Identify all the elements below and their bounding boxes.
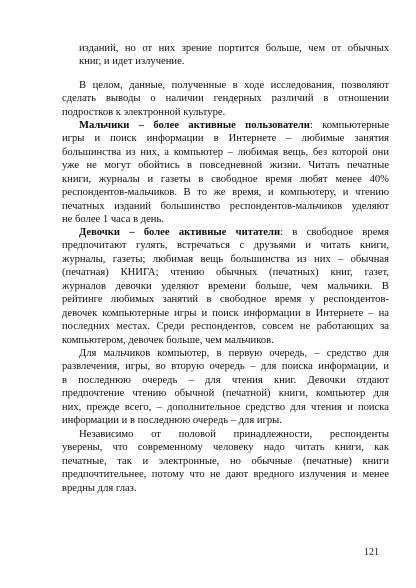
text-line: респондентов-мальчиков. В то же время, и компьютеру, и чтению (62, 187, 389, 199)
text-line: уже не могут обойтись в повседневной жизни. Читать печатные (62, 160, 389, 172)
text-line: изданий, но от них зрение портится больше, чем от обычных (79, 43, 389, 54)
text-line: компьютером, девочек больше, чем мальчиков. (62, 334, 274, 346)
text-line: подростков к электронной культуре. (62, 106, 226, 118)
text-line: печатных изданий большинство респондентов-мальчиков уделяют (62, 200, 389, 212)
text-line: журналов девочки уделяют времени больше, чем мальчики. В (62, 280, 389, 292)
text-line: книги, журналы и газеты в свободное время любят менее 40% (62, 173, 389, 185)
text-line (62, 226, 389, 239)
text-line: В целом, данные, полученные в ходе исследования, позволяют (79, 80, 389, 91)
text-line: не более 1 часа в день. (62, 214, 164, 226)
text-line: рейтинге любимых занятий в свободное время у респондентов- (62, 294, 389, 306)
text-line: развлечения, игры, во вторую очередь – для поиска информации, и (62, 361, 389, 373)
paragraph-5 (62, 347, 389, 428)
text-line: вредны для глаз. (62, 482, 137, 494)
text-line: последних местах. Среди респондентов, совсем не работающих за (62, 321, 389, 333)
text-line: предпочтение чтению обычной (печатной) книги, компьютер для (62, 388, 389, 400)
paragraph-4 (62, 226, 389, 347)
text-line: предпочитают гулять, встречаться с друзьями и читать книги, (62, 240, 389, 252)
text-line: них, прежде всего, – дополнительное средство для чтения и поиска (62, 401, 389, 413)
line-tail: : компьютерные (309, 120, 389, 131)
text-line: Независимо от половой принадлежности, респонденты (79, 429, 389, 440)
text-line: сделать выводы о наличии гендерных различий в отношении (62, 93, 389, 105)
text-line: информации и в последнюю очередь – для игры. (62, 415, 282, 427)
text-line: печатные, так и электронные, но обычные (печатные) книги (62, 455, 389, 467)
text-line: Для мальчиков компьютер, в первую очередь, – средство для (79, 348, 389, 359)
text-line: предпочтительнее, потому что не дают вредного излучения и менее (62, 469, 389, 481)
text-line (62, 119, 389, 132)
text-line: книг, и идет излучение. (79, 56, 185, 68)
text-line: журналы, газеты; любимая вещь большинства из них – обычная (62, 253, 389, 265)
text-line: большинства из них, а компьютер – любимая вещь, без которой они (62, 146, 389, 158)
paragraph-2 (62, 79, 389, 119)
line-tail: : в свободное время (280, 227, 390, 238)
text-line: девочек компьютерные игры и поиск информации в Интернете – на (62, 307, 389, 319)
paragraph-6 (62, 428, 389, 495)
paragraph-3 (62, 119, 389, 227)
paragraph-1 (79, 42, 389, 69)
text-line: игры и поиск информации в Интернете – любимые занятия (62, 133, 389, 145)
boys-heading: Мальчики – более активные пользователи (79, 120, 310, 131)
text-line: в последнюю очередь – для чтения книг. Девочки отдают (62, 374, 389, 386)
girls-heading: Девочки – более активные читатели (79, 227, 281, 238)
text-line: уверены, что современному человеку надо читать книги, как (62, 442, 389, 454)
text-line: (печатная) КНИГА; чтению обычных (печатных) книг, газет, (62, 267, 389, 279)
page-number: 121 (364, 547, 379, 558)
